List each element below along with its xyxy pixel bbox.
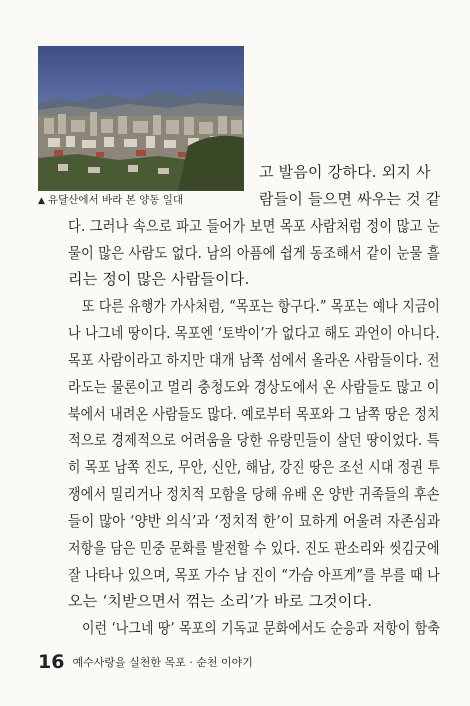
city-photo-illustration (38, 46, 244, 191)
text-line: 히 목포 남쪽 진도, 무안, 신안, 해남, 강진 땅은 조선 시대 정권 투 (68, 458, 441, 476)
page-number: 16 (38, 651, 65, 673)
text-line: 적으로 경제적으로 어려움을 당한 유랑민들이 살던 땅이었다. 특 (68, 431, 440, 449)
text-line: 람들이 들으면 싸우는 것 같 (259, 190, 441, 208)
photo-yangdong-city-view (38, 46, 244, 191)
text-line: 잘 나타나 있으며, 목포 가수 남 진이 “가슴 아프게”를 부를 때 나 (68, 566, 440, 584)
text-line: 북에서 내려온 사람들도 많다. 예로부터 목포와 그 남쪽 땅은 정치 (68, 405, 440, 423)
text-line: 오는 ‘치받으면서 꺾는 소리’가 바로 그것이다. (68, 592, 373, 610)
text-line: 리는 정이 많은 사람들이다. (68, 270, 250, 288)
text-line: 나 나그네 땅이다. 목포엔 ‘토박이’가 없다고 해도 과언이 아니다. (68, 324, 440, 342)
text-line: 라도는 물론이고 멀리 충청도와 경상도에서 온 사람들도 많고 이 (68, 378, 440, 396)
text-line: 물이 많은 사람도 없다. 남의 아픔에 쉽게 동조해서 같이 눈물 흘 (68, 244, 440, 262)
page-footer (38, 651, 253, 673)
text-line: 쟁에서 밀리거나 정치적 모함을 당해 유배 온 양반 귀족들의 후손 (68, 485, 440, 503)
photo-caption (38, 192, 248, 207)
text-line: 들이 많아 ‘양반 의식’과 ‘정치적 한’이 묘하게 어울려 자존심과 (68, 512, 441, 530)
text-line: 다. 그러나 속으로 파고 들어가 보면 목포 사람처럼 정이 많고 눈 (68, 217, 440, 235)
text-line: 목포 사람이라고 하지만 대개 남쪽 섬에서 올라온 사람들이다. 전 (68, 351, 440, 369)
text-line: 이런 ‘나그네 땅’ 목포의 기독교 문화에서도 순응과 저항이 함축 (82, 619, 440, 637)
text-line: 또 다른 유행가 가사처럼, “목포는 항구다.” 목포는 예나 지금이 (82, 297, 440, 315)
triangle-up-icon: ▲ (38, 196, 45, 206)
text-line: 고 발음이 강하다. 외지 사 (259, 163, 431, 181)
photo-caption-text: 유달산에서 바라 본 양동 일대 (47, 194, 183, 206)
text-line: 저항을 담은 민중 문화를 발전할 수 있다. 진도 판소리와 씻김굿에 (68, 539, 440, 557)
book-title: 예수사랑을 실천한 목포 · 순천 이야기 (72, 656, 253, 669)
